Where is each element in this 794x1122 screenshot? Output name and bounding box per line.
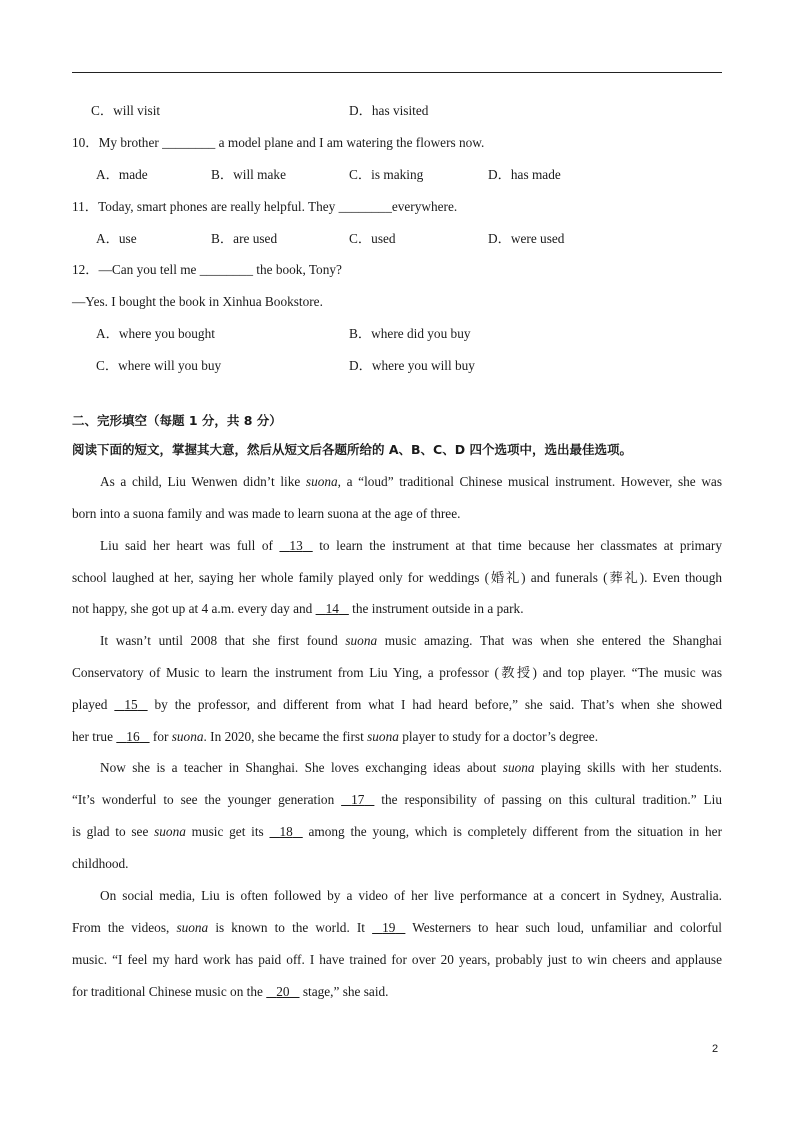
q10-stem: 10．My brother ________ a model plane and I am watering the flowers now. xyxy=(72,135,485,150)
q11-option-d: D．were used xyxy=(488,231,565,246)
q11-stem: 11．Today, smart phones are really helpful. They ________everywhere. xyxy=(72,199,458,214)
section-title: 二、完形填空（每题 1 分，共 8 分） xyxy=(72,413,282,428)
q11-option-a: A．use xyxy=(96,231,137,246)
blank-19: 19 xyxy=(382,920,396,935)
q12-option-c: C．where will you buy xyxy=(96,358,222,373)
q11-option-c: C．used xyxy=(349,231,396,246)
passage-line: music. “I feel my hard work has paid off. I have trained for over 20 years, probably just to win cheers and applause xyxy=(72,952,722,967)
passage-line: her true 16 for suona. In 2020, she became the first suona player to study for a doctor’s degree. xyxy=(72,729,599,744)
passage-line: for traditional Chinese music on the 20 stage,” she said. xyxy=(72,984,389,999)
q11-option-b: B．are used xyxy=(211,231,278,246)
q9-option-d: D．has visited xyxy=(349,103,429,118)
page-number: 2 xyxy=(712,1043,719,1055)
header-rule xyxy=(72,72,722,73)
passage-line: is glad to see suona music get its 18 among the young, which is completely different from the situation in her xyxy=(72,824,722,839)
passage-line: school laughed at her, saying her whole family played only for weddings (婚礼) and funerals (葬礼). Even though xyxy=(72,570,722,585)
passage-line: Conservatory of Music to learn the instrument from Liu Ying, a professor (教授) and top player. “The music was xyxy=(72,665,722,680)
passage-line: On social media, Liu is often followed by a video of her live performance at a concert in Sydney, Australia. xyxy=(100,888,722,903)
blank-13: 13 xyxy=(289,538,303,553)
q12-option-a: A．where you bought xyxy=(96,326,215,341)
passage-line: Now she is a teacher in Shanghai. She loves exchanging ideas about suona playing skills with her students. xyxy=(100,760,722,775)
blank-14: 14 xyxy=(325,601,339,616)
q12-answer-line: —Yes. I bought the book in Xinhua Bookstore. xyxy=(72,294,323,309)
q12-option-b: B．where did you buy xyxy=(349,326,471,341)
q12-option-d: D．where you will buy xyxy=(349,358,475,373)
passage-line: childhood. xyxy=(72,856,129,871)
passage-line: It wasn’t until 2008 that she first found suona music amazing. That was when she entered the Shanghai xyxy=(100,633,722,648)
q10-option-c: C．is making xyxy=(349,167,424,182)
q9-option-c: C．will visit xyxy=(91,103,161,118)
blank-17: 17 xyxy=(351,792,365,807)
passage-line: played 15 by the professor, and different from what I had heard before,” she said. That’s when she showed xyxy=(72,697,722,712)
passage-line: not happy, she got up at 4 a.m. every day and 14 the instrument outside in a park. xyxy=(72,601,524,616)
passage-line: From the videos, suona is known to the world. It 19 Westerners to hear such loud, unfamiliar and colorful xyxy=(72,920,723,935)
blank-18: 18 xyxy=(279,824,293,839)
passage-line: Liu said her heart was full of 13 to learn the instrument at that time because her classmates at primary xyxy=(100,538,722,553)
q10-option-d: D．has made xyxy=(488,167,561,182)
q12-stem: 12．—Can you tell me ________ the book, Tony? xyxy=(72,262,342,277)
passage-line: “It’s wonderful to see the younger generation 17 the responsibility of passing on this cultural tradition.” Liu xyxy=(72,792,722,807)
q10-option-a: A．made xyxy=(96,167,148,182)
q10-option-b: B．will make xyxy=(211,167,286,182)
blank-15: 15 xyxy=(124,697,138,712)
section-instruction: 阅读下面的短文，掌握其大意，然后从短文后各题所给的 A、B、C、D 四个选项中，选出最佳选项。 xyxy=(72,442,632,457)
passage-line: born into a suona family and was made to learn suona at the age of three. xyxy=(72,506,461,521)
passage-line: As a child, Liu Wenwen didn’t like suona, a “loud” traditional Chinese musical instrument. However, she was xyxy=(100,474,723,489)
blank-20: 20 xyxy=(276,984,290,999)
blank-16: 16 xyxy=(126,729,140,744)
